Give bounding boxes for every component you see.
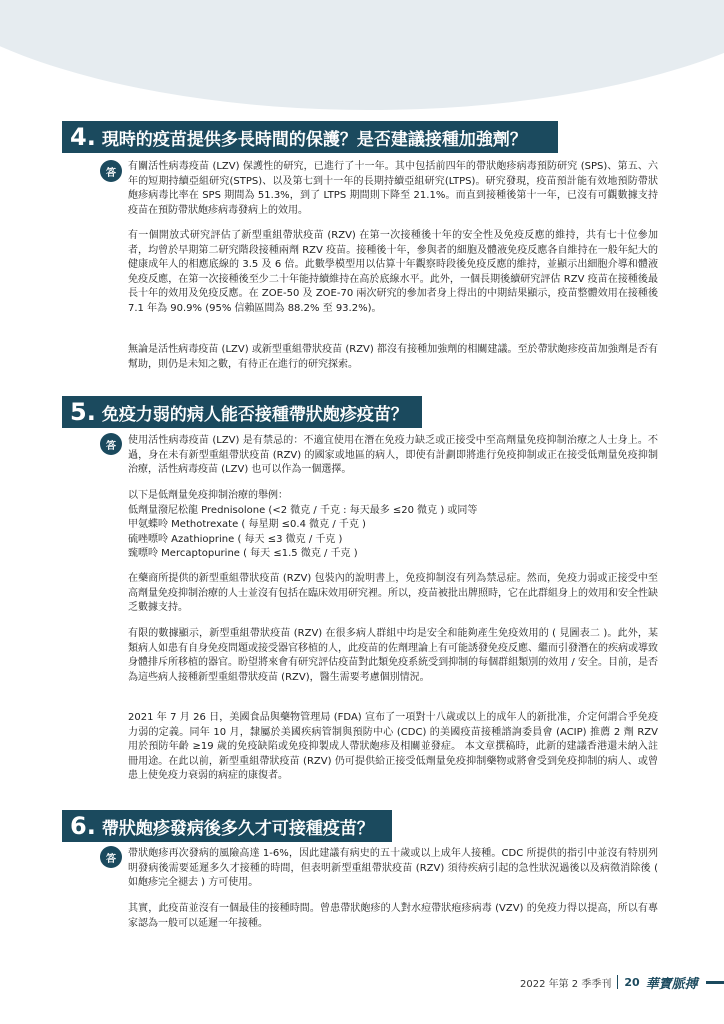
section-5-paragraph-1: 使用活性病毒疫苗 (LZV) 是有禁忌的：不適宜使用在潛在免疫力缺乏或正接受中至高劑量免疫抑制治療之人士身上。不過，身在未有新型重組帶狀疫苗 (RZV) 的國家或地區的病人，即使有計劃即將進行免疫抑制或正在接受低劑量免疫抑制治療，活性病毒疫苗 (LZV) 也可以作為一個選擇。 [128, 435, 658, 476]
answer-badge-4: 答 [100, 160, 122, 182]
answer-badge-6: 答 [100, 846, 122, 868]
section-5-paragraph-3: 有限的數據顯示，新型重組帶狀疫苗 (RZV) 在很多病人群組中均是安全和能夠產生免疫效用的 ( 見圖表二 )。此外，某類病人如患有自身免疫問題或接受器官移植的人，此疫苗的佐劑理論上有可能誘發免疫反應、繼而引發潛在的疾病或導致身體排斥所移植的器官。盼望將來會有研究評估疫苗對此類免疫系統受到抑制的每個群組類別的效用 / 安全。目前，是否為這些病人接種新型重組帶狀疫苗 (RZV)，醫生需要考慮個別情況。 [128, 628, 658, 683]
section-4-header [62, 121, 558, 153]
section-4-paragraph-3: 無論是活性病毒疫苗 (LZV) 或新型重組帶狀疫苗 (RZV) 都沒有接種加強劑的相關建議。至於帶狀皰疹疫苗加強劑是否有幫助，則仍是未知之數，有待正在進行的研究探索。 [128, 344, 658, 370]
list-item: 巰嘌呤 Mercaptopurine ( 每天 ≤1.5 微克 / 千克 ) [128, 548, 358, 560]
background-shape [0, 0, 724, 110]
section-6-paragraph-1: 帶狀皰疹再次發病的風險高達 1-6%，因此建議有病史的五十歲或以上成年人接種。CDC 所提供的指引中並沒有特別列明發病後需要延遲多久才接種的時間，但表明新型重組帶狀疫苗 (RZV) 須待疾病引起的急性狀況過後以及病徵消除後 ( 如皰疹完全褪去 ) 方可使用。 [128, 848, 658, 889]
footer-rule [706, 981, 724, 984]
magazine-logo: 華寶脈搏 [645, 976, 698, 992]
section-5-paragraph-2: 在藥商所提供的新型重組帶狀疫苗 (RZV) 包裝內的說明書上，免疫抑制沒有列為禁忌症。然而，免疫力弱或正接受中至高劑量免疫抑制治療的人士並沒有包括在臨床效用研究裡。所以，疫苗被批出牌照時，它在此群組身上的效用和安全性缺乏數據支持。 [128, 573, 658, 614]
immunosuppression-list [128, 489, 658, 562]
section-5-header [62, 396, 422, 428]
list-item: 低劑量潑尼松龍 Prednisolone (<2 微克 / 千克 : 每天最多 ≤20 微克 ) 或同等 [128, 504, 478, 516]
issue-label: 2022 年第 2 季季刊 [520, 978, 612, 990]
section-6-header [62, 810, 392, 842]
section-4-paragraph-1: 有關活性病毒疫苗 (LZV) 保護性的研究，已進行了十一年。其中包括前四年的帶狀皰疹病毒預防研究 (SPS)、第五、六年的短期持續亞組研究(STPS)、以及第七到十一年的長期持續亞組研究(LTPS)。研究發現，疫苗預計能有效地預防帶狀皰疹病毒比率在 SPS 期間為 51.3%，到了 LTPS 期間則下降至 21.1%。而直到接種後第十一年，已沒有可觀數據支持疫苗在預防帶狀皰疹病毒發病上的效用。 [128, 161, 658, 216]
page-number: 20 [624, 975, 640, 989]
section-6-paragraph-2: 其實，此疫苗並沒有一個最佳的接種時間。曾患帶狀皰疹的人對水痘帶狀疱疹病毒 (VZV) 的免疫力得以提高，所以有專家認為一般可以延遲一年接種。 [128, 903, 658, 929]
section-5-number: 5. [70, 398, 96, 426]
page-footer [520, 972, 724, 992]
section-6-title: 帶狀皰疹發病後多久才可接種疫苗？ [101, 818, 374, 839]
list-item: 甲氨蝶呤 Methotrexate ( 每星期 ≤0.4 微克 / 千克 ) [128, 519, 366, 531]
section-4-paragraph-2: 有一個開放式研究評估了新型重組帶狀疫苗 (RZV) 在第一次接種後十年的安全性及免疫反應的維持，共有七十位參加者，均曾於早期第二研究階段接種兩劑 RZV 疫苗。接種後十年，參與者的細胞及體液免疫反應各自維持在一般年紀大的健康成年人的相應底線的 3.5 及 6 倍。此數學模型用以估算十年觀察時段後免疫反應的維持，並顯示出細胞介導和體液免疫反應，在第一次接種後至少二十年能持續維持在高於底線水平。此外，一個長期後續研究評估 RZV 疫苗在接種後最長十年的效用及免疫反應。在 ZOE-50 及 ZOE-70 兩次研究的參加者身上得出的中期結果顯示，疫苗整體效用在接種後 7.1 年為 90.9% (95% 信賴區間為 88.2% 至 93.2%)。 [128, 230, 658, 314]
section-6-number: 6. [70, 812, 96, 840]
section-5-paragraph-4: 2021 年 7 月 26 日，美國食品與藥物管理局 (FDA) 宣布了一項對十八歲或以上的成年人的新批准，介定何謂合乎免疫力弱的定義。同年 10 月，隸屬於美國疾病管制與預防中心 (CDC) 的美國疫苗接種諮詢委員會 (ACIP) 推薦 2 劑 RZV 用於預防年齡 ≥19 歲的免疫缺陷或免疫抑製成人帶狀皰疹及相關並發症。 本文章撰稿時，此新的建議香港還未納入註冊用途。在此以前，新型重組帶狀疫苗 (RZV) 仍可提供給正接受低劑量免疫抑制藥物或將會受到免疫抑制的病人、或曾患上使免疫力衰弱的病症的康復者。 [128, 712, 658, 782]
section-5-title: 免疫力弱的病人能否接種帶狀皰疹疫苗？ [101, 404, 408, 425]
list-item: 硫唑嘌呤 Azathioprine ( 每天 ≤3 微克 / 千克 ) [128, 533, 343, 545]
section-4-title: 現時的疫苗提供多長時間的保護？是否建議接種加強劑？ [101, 129, 527, 150]
footer-divider [617, 975, 618, 989]
answer-badge-5: 答 [100, 433, 122, 455]
list-intro: 以下是低劑量免疫抑制治療的舉例： [128, 490, 288, 501]
section-4-number: 4. [70, 123, 96, 151]
